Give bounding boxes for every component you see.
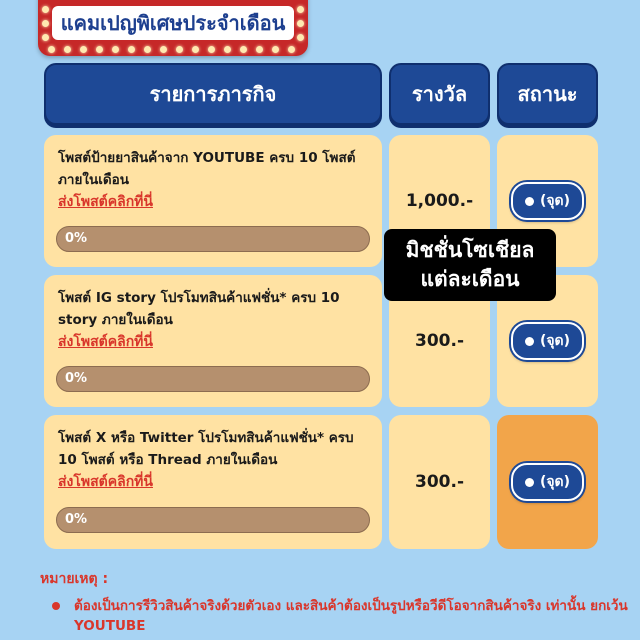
- dot-icon: [525, 337, 534, 346]
- marquee-bulb: [256, 46, 263, 53]
- status-button[interactable]: [511, 182, 584, 220]
- reward-value: 300.-: [415, 472, 464, 492]
- campaign-title: แคมเปญพิเศษประจำเดือน: [52, 6, 294, 40]
- task-title: โพสต์ X หรือ Twitter โปรโมทสินค้าแฟชั่น* ครบ 10 โพสต์ หรือ Thread ภายในเดือน: [58, 430, 354, 468]
- marquee-bulb: [160, 46, 167, 53]
- reward-cell: [389, 415, 490, 549]
- marquee-bulb: [96, 46, 103, 53]
- marquee-bulb: [192, 46, 199, 53]
- submit-post-link[interactable]: ส่งโพสต์คลิกที่นี่: [58, 474, 153, 490]
- notes-title: หมายเหตุ :: [40, 571, 109, 587]
- task-title: โพสต์ IG story โปรโมทสินค้าแฟชั่น* ครบ 10 story ภายในเดือน: [58, 290, 340, 328]
- submit-post-link[interactable]: ส่งโพสต์คลิกที่นี่: [58, 334, 153, 350]
- marquee-bulb: [208, 46, 215, 53]
- mission-tooltip: [384, 229, 556, 301]
- marquee-bulb: [42, 34, 49, 41]
- progress-bar: [56, 226, 370, 252]
- submit-post-link[interactable]: ส่งโพสต์คลิกที่นี่: [58, 194, 153, 210]
- marquee-bulb: [112, 46, 119, 53]
- marquee-bulb: [48, 46, 55, 53]
- campaign-banner: [38, 0, 308, 56]
- status-cell-highlight: [497, 415, 598, 549]
- note-text: ต้องเป็นการรีวิวสินค้าจริงด้วยตัวเอง และสินค้าต้องเป็นรูปหรือวีดีโอจากสินค้าจริง เท่านั้น ยกเว้น YOUTUBE: [74, 598, 628, 634]
- progress-label: 0%: [65, 231, 88, 246]
- dot-icon: [525, 478, 534, 487]
- progress-label: 0%: [65, 371, 88, 386]
- marquee-bulb: [144, 46, 151, 53]
- marquee-bulb: [240, 46, 247, 53]
- marquee-bulb: [297, 20, 304, 27]
- marquee-bulb: [176, 46, 183, 53]
- marquee-bulb: [64, 46, 71, 53]
- progress-bar: [56, 507, 370, 533]
- tooltip-line-1: มิชชั่นโซเชียล: [405, 238, 535, 262]
- reward-value: 300.-: [415, 331, 464, 351]
- header-reward: รางวัล: [389, 63, 490, 125]
- marquee-bulb: [224, 46, 231, 53]
- marquee-bulb: [42, 20, 49, 27]
- status-button[interactable]: [511, 463, 584, 501]
- marquee-bulb: [297, 6, 304, 13]
- task-title: โพสต์ป้ายยาสินค้าจาก YOUTUBE ครบ 10 โพสต์ ภายในเดือน: [58, 150, 356, 188]
- bullet-icon: [52, 602, 60, 610]
- marquee-bulb: [297, 34, 304, 41]
- marquee-bulb: [288, 46, 295, 53]
- tooltip-line-2: แต่ละเดือน: [420, 267, 520, 291]
- marquee-bulb: [272, 46, 279, 53]
- note-item: [40, 596, 630, 636]
- dot-icon: [525, 197, 534, 206]
- progress-label: 0%: [65, 512, 88, 527]
- marquee-bulb: [128, 46, 135, 53]
- status-label: (จุด): [539, 193, 571, 209]
- marquee-bulb: [42, 6, 49, 13]
- header-status: สถานะ: [497, 63, 598, 125]
- header-task: รายการภารกิจ: [44, 63, 382, 125]
- status-button[interactable]: [511, 322, 584, 360]
- marquee-bulb: [80, 46, 87, 53]
- status-label: (จุด): [539, 333, 571, 349]
- progress-bar: [56, 366, 370, 392]
- reward-value: 1,000.-: [405, 191, 474, 211]
- notes-section: [40, 568, 630, 636]
- status-label: (จุด): [539, 474, 571, 490]
